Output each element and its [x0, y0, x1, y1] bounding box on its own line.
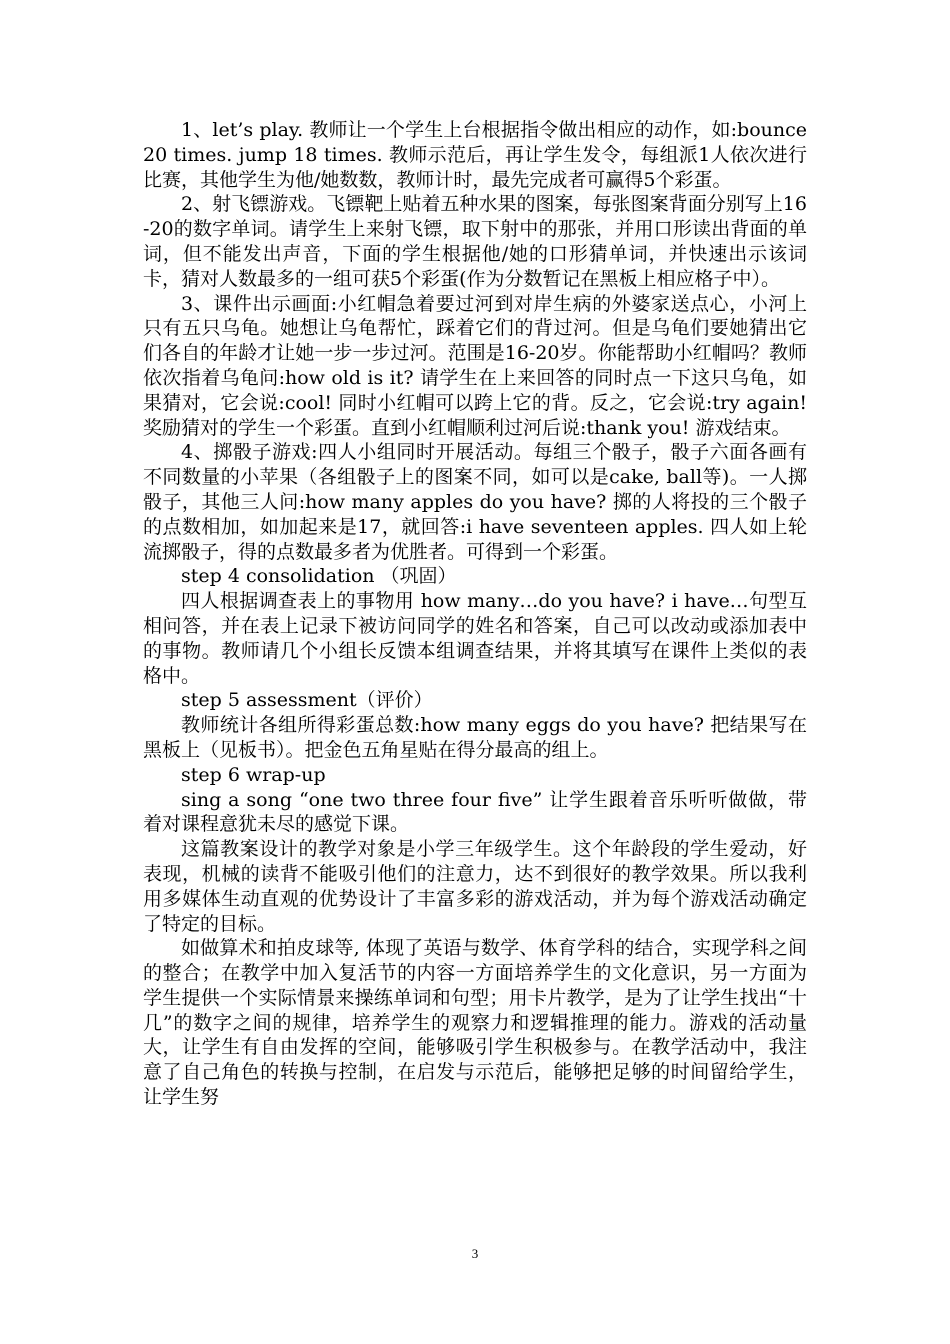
paragraph-assessment: 教师统计各组所得彩蛋总数:how many eggs do you have? 把结果写在黑板上（见板书）。把金色五角星贴在得分最高的组上。 — [143, 714, 807, 761]
heading-step-5: step 5 assessment（评价） — [181, 689, 433, 712]
page-number: 3 — [471, 1246, 479, 1261]
paragraph-game-lets-play: 1、let’s play. 教师让一个学生上台根据指令做出相应的动作，如:bounce 20 times. jump 18 times. 教师示范后，再让学生发令，每组派1人依次进行比赛，其他学生为他/她数数，教师计时，最先完成者可赢得5个彩蛋。 — [143, 119, 807, 191]
paragraph-game-dice: 4、掷骰子游戏:四人小组同时开展活动。每组三个骰子，骰子六面各画有不同数量的小苹果（各组骰子上的图案不同，如可以是cake, ball等)。一人掷骰子，其他三人问:how many apples do you have? 掷的人将投的三个骰子的点数相加，如加起来是17，就回答:i have seventeen apples. 四人如上轮流掷骰子，得的点数最多者为优胜者。可得到一个彩蛋。 — [143, 441, 807, 563]
paragraph-game-little-red-riding-hood: 3、课件出示画面:小红帽急着要过河到对岸生病的外婆家送点心，小河上只有五只乌龟。她想让乌龟帮忙，踩着它们的背过河。但是乌龟们要她猜出它们各自的年龄才让她一步一步过河。范围是16-20岁。你能帮助小红帽吗？教师依次指着乌龟问:how old is it? 请学生在上来回答的同时点一下这只乌龟，如果猜对，它会说:cool! 同时小红帽可以跨上它的背。反之，它会说:try again! 奖励猜对的学生一个彩蛋。直到小红帽顺利过河后说:thank you! 游戏结束。 — [143, 292, 807, 439]
paragraph-reflection-intro: 这篇教案设计的教学对象是小学三年级学生。这个年龄段的学生爱动，好表现，机械的读背不能吸引他们的注意力，达不到很好的教学效果。所以我利用多媒体生动直观的优势设计了丰富多彩的游戏活动，并为每个游戏活动确定了特定的目标。 — [143, 838, 807, 935]
heading-step-6: step 6 wrap-up — [181, 763, 326, 786]
paragraph-wrap-up: sing a song “one two three four five” 让学生跟着音乐听听做做，带着对课程意犹未尽的感觉下课。 — [143, 788, 807, 836]
paragraph-game-darts: 2、射飞镖游戏。飞镖靶上贴着五种水果的图案，每张图案背面分别写上16-20的数字单词。请学生上来射飞镖，取下射中的那张，并用口形读出背面的单词，但不能发出声音，下面的学生根据他/她的口形猜单词，并快速出示该词卡，猜对人数最多的一组可获5个彩蛋(作为分数暂记在黑板上相应格子中）。 — [143, 193, 807, 290]
paragraph-consolidation: 四人根据调查表上的事物用 how many…do you have? i have…句型互相问答，并在表上记录下被访问同学的姓名和答案，自己可以改动或添加表中的事物。教师请几个小组长反馈本组调查结果，并将其填写在课件上类似的表格中。 — [143, 590, 807, 687]
paragraph-reflection-detail: 如做算术和拍皮球等, 体现了英语与数学、体育学科的结合，实现学科之间的整合；在教学中加入复活节的内容一方面培养学生的文化意识，另一方面为学生提供一个实际情景来操练单词和句型；用卡片教学，是为了让学生找出“十几”的数字之间的规律，培养学生的观察力和逻辑推理的能力。游戏的活动量大，让学生有自由发挥的空间，能够吸引学生积极参与。在教学活动中，我注意了自己角色的转换与控制，在启发与示范后，能够把足够的时间留给学生，让学生努 — [143, 937, 807, 1109]
document-body — [143, 118, 807, 1110]
heading-step-4: step 4 consolidation （巩固） — [181, 565, 457, 588]
